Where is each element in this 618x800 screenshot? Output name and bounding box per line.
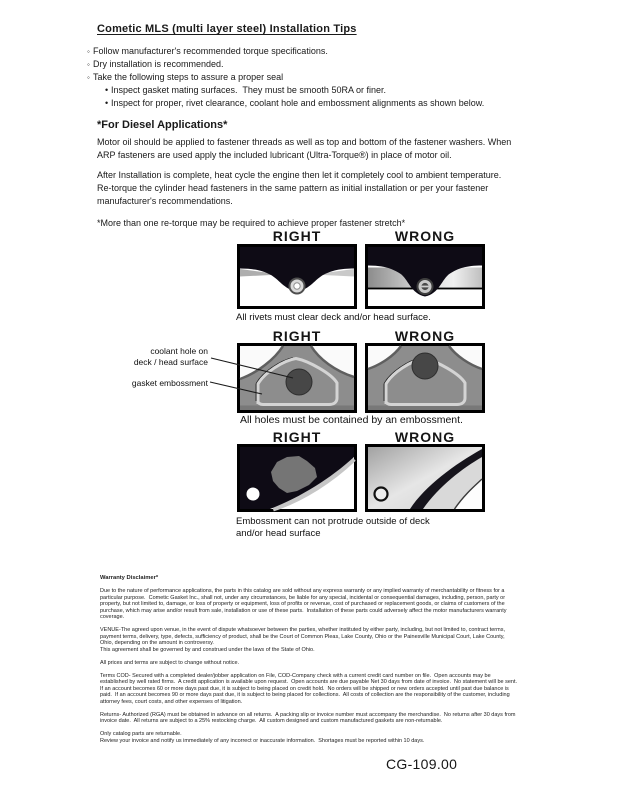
fig3-wrong-label: WRONG [394, 429, 456, 445]
sub-bullet-icon: • [105, 85, 109, 95]
disclaimer-paragraph: Due to the nature of performance applications, the parts in this catalog are sold without any express warranty or any implied warranty of merchantability or fitness for a particular purpose. Cometic Gasket Inc., shall not, under any circumstances, be liable for any special, incidental or consequential damages, including, person, party or property, but not limited to, damage, or loss of property or equipment, loss of profits or revenue, cost of purchased or replacement goods, or claims of customers of the purchase, which may arise and/or result from sale, installation or use of these parts. Installation of these parts could adversely affect the motor manufacturers warranty coverage. [100, 588, 509, 620]
fig1-wrong-diagram [365, 244, 485, 309]
disclaimer-paragraph: All prices and terms are subject to change without notice. [100, 659, 240, 666]
page-title: Cometic MLS (multi layer steel) Installation Tips [97, 23, 357, 35]
fig1-right-diagram [237, 244, 357, 309]
fig3-right-label: RIGHT [272, 429, 322, 445]
annotation-text: coolant hole on [150, 346, 208, 356]
bolt-hole [375, 488, 388, 501]
fig2-caption: All holes must be contained by an embossment. [240, 414, 463, 426]
bottom-strip [240, 406, 354, 411]
disclaimer-paragraph: Returns- Authorized (RGA) must be obtained in advance on all returns. A packing slip or invoice number must accompany the merchandise. No returns after 30 days from invoice date. All returns are subject to a 25% restocking charge. All custom designed and custom manufactured gaskets are non-returnable. [100, 711, 517, 724]
fig3-caption: Embossment can not protrude outside of deck and/or head surface [236, 516, 433, 539]
list-item [105, 84, 525, 97]
diesel-applications-heading: *For Diesel Applications* [97, 119, 228, 131]
installation-tips-section [87, 18, 525, 236]
list-item [105, 97, 525, 110]
sub-bullet-icon: • [105, 98, 109, 108]
list-item [87, 58, 525, 71]
bullet-icon: ◦ [87, 60, 90, 69]
catalog-page-code: CG-109.00 [386, 756, 458, 772]
fig1-right-label: RIGHT [272, 228, 322, 244]
disclaimer-paragraph: VENUE-The agreed upon venue, in the event of dispute whatsoever between the parties, whether instituted by either party, including, but not limited to, contract terms, payment terms, delivery, type, defects, sufficiency of product, shall be the Court of Common Pleas, Lake County, Ohio or the Painesville Municipal Court, Lake County, Ohio, depending on the amount in controversy. [100, 627, 507, 646]
bullet-text: Follow manufacturer's recommended torque specifications. [93, 46, 328, 56]
bullet-icon: ◦ [87, 47, 90, 56]
bottom-strip [368, 406, 482, 411]
bullet-text: Inspect gasket mating surfaces. They must be smooth 50RA or finer. [111, 85, 386, 95]
disclaimer-paragraph: Review your invoice and notify us immediately of any incorrect or inaccurate information. Shortages must be reported within 10 days. [100, 737, 425, 744]
fig2-right-diagram [237, 343, 357, 413]
disclaimer-paragraph: This agreement shall be governed by and construed under the laws of the State of Ohio. [100, 646, 315, 653]
coolant-hole-annotation [110, 346, 208, 368]
disclaimer-paragraph: Only catalog parts are returnable. [100, 731, 182, 737]
fig3-right-diagram [237, 444, 357, 512]
fig3-wrong-diagram [365, 444, 485, 512]
list-item [87, 71, 525, 84]
retorque-note: *More than one re-torque may be required to achieve proper fastener stretch* [97, 217, 406, 228]
coolant-hole-misaligned [412, 353, 438, 379]
warranty-disclaimer-section [100, 575, 519, 744]
bolt-hole [247, 488, 260, 501]
rivet-center [294, 283, 300, 289]
bullet-text: Dry installation is recommended. [93, 59, 224, 69]
fig2-wrong-diagram [365, 343, 485, 413]
bullet-icon: ◦ [87, 73, 90, 82]
diesel-paragraph: After Installation is complete, heat cycle the engine then let it completely cool to ambient temperature. Re-torque the cylinder head fasteners in the same pattern as initial installation or per your fastener manufacturer's recommendations. [97, 169, 504, 206]
fig2-wrong-label: WRONG [394, 328, 456, 344]
disclaimer-heading: Warranty Disclaimer* [100, 575, 159, 581]
rivet-slot [421, 286, 429, 288]
fig2-right-label: RIGHT [272, 328, 322, 344]
bullet-text: Take the following steps to assure a proper seal [93, 72, 284, 82]
annotation-text: gasket embossment [131, 378, 208, 388]
coolant-hole [286, 369, 312, 395]
fig1-wrong-label: WRONG [394, 228, 456, 244]
disclaimer-paragraph: Terms COD- Secured with a completed dealer/jobber application on File, COD-Company check with a current credit card number on file. Open accounts may be established by well rated firms. A credit application is available upon request. Open accounts are due payable Net 30 days from date of invoice. No statement will be sent. If an account becomes 60 or more days past due, it is subject to being placed on credit hold. No orders will be shipped or new orders accepted until past due balance is paid. If an account becomes 90 or more days past due, it is subject to being placed for collections. All costs of collection are the responsibility of the customer, including attorney fees, court costs, and other expenses of litigation. [100, 672, 521, 705]
gasket-embossment-annotation [110, 378, 208, 389]
fig1-caption: All rivets must clear deck and/or head surface. [236, 312, 431, 323]
bullet-text: Inspect for proper, rivet clearance, coolant hole and embossment alignments as shown below. [111, 98, 485, 108]
diesel-paragraph: Motor oil should be applied to fastener threads as well as top and bottom of the fastener washers. When ARP fasteners are used apply the included lubricant (Ultra-Torque®) in place of motor oil. [97, 137, 514, 160]
list-item [87, 45, 525, 58]
annotation-text: deck / head surface [133, 357, 208, 367]
